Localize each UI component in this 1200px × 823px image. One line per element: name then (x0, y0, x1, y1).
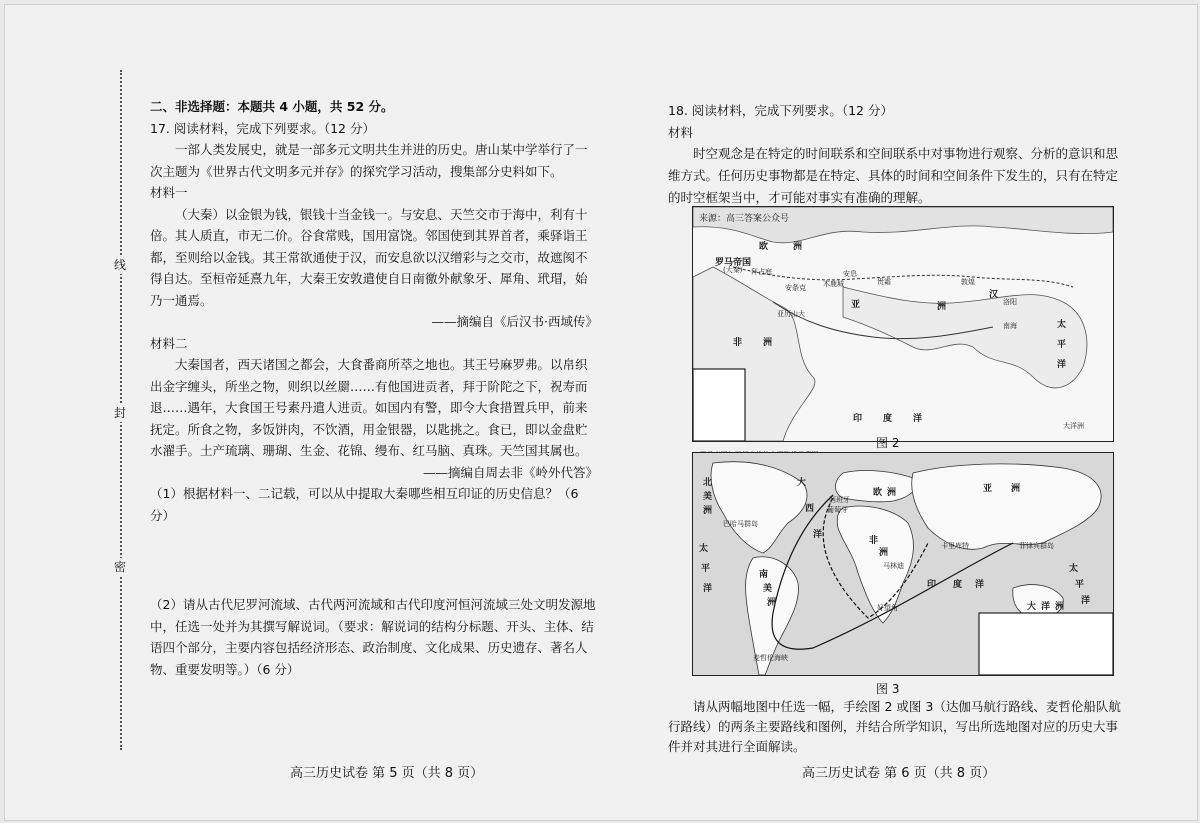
map-1-oceania-label: 大洋洲 (1063, 422, 1084, 430)
map-1-label: (大秦) (723, 266, 743, 274)
map-2-label: 好望角 (877, 604, 898, 612)
binding-char-secret: 密 (114, 560, 127, 574)
map-1-label: 安条克 (785, 284, 806, 292)
map-2-label: 大 (797, 478, 807, 488)
map-2-label: 南 (759, 570, 769, 580)
material-title: 材料 (668, 124, 694, 140)
map-2-label: 马林迪 (883, 562, 904, 570)
material-2-text: 大秦国者，西天诸国之都会，大食番商所萃之地也。其王号麻罗弗。以帛织出金字缠头，所坐之物，则织以丝罽……有他国进贡者，拜于阶陀之下，祝寿而退……遇年，大食国王号素丹遣人进贡。如国内有警，即令大食措置兵甲，前来抚定。所食之物，多饭饼肉，不饮酒，用金银器，以匙挑之。食已，即以金盘贮水濯手。土产琉璃、珊瑚、生金、花锦、缦布、红马脑、真珠。天竺国其属也。 (150, 357, 588, 458)
map-2-label: 美 (763, 584, 773, 594)
map-2-label: 葡萄牙 (827, 506, 848, 514)
map-2-label: 美 (703, 492, 713, 502)
map-1-label: 罗马帝国 (715, 258, 752, 268)
map-2-label: 洋 (703, 584, 713, 594)
map-2-label: 太 (699, 544, 709, 554)
map-2-label: 菲律宾群岛 (1019, 542, 1054, 550)
map-1-label: 印 (853, 414, 863, 424)
right-footer: 高三历史试卷 第 6 页（共 8 页） (802, 766, 996, 781)
map-rome-han-routes (692, 206, 1114, 442)
map-2-label: 洋 (1081, 596, 1091, 606)
map-2-label: 大 (1027, 602, 1037, 612)
map-age-of-discovery (692, 452, 1114, 676)
map-1-watermark: 来源：高三答案公众号 (699, 214, 790, 224)
map-1-label: 平 (1057, 340, 1067, 350)
map-2-label: 度 (953, 580, 963, 590)
map-2-label: 洋 (975, 580, 985, 590)
material-text: 时空观念是在特定的时间联系和空间联系中对事物进行观察、分析的意识和思维方式。任何历史事物都是在特定、具体的时间和空间条件下发生的，只有在特定的时空框架当中，才可能对事实有准确的理解。 (668, 146, 1119, 205)
q17-part-2: （2）请从古代尼罗河流域、古代两河流域和古代印度河恒河流域三处文明发源地中，任选一处并为其撰写解说词。（要求：解说词的结构分标题、开头、主体、结语四个部分，主要内容包括经济形态、政治制度、文化成果、历史遗存、著名人物、重要发明等。）（6 分） (150, 597, 596, 677)
q18-header: 18. 阅读材料，完成下列要求。（12 分） (668, 103, 893, 118)
map-2-label: 洲 (703, 506, 713, 516)
map-1-label: 洛阳 (1003, 298, 1017, 306)
map-1-label: 拜占庭 (751, 268, 772, 276)
map-2-label: 洲 (887, 488, 897, 498)
map-2-label: 欧 (873, 488, 883, 498)
map-1-label: 欧 (759, 242, 769, 252)
q18-instruction-block (668, 697, 1128, 757)
map-1-label: 太 (1057, 320, 1067, 330)
map-2-label: 洲 (1055, 602, 1065, 612)
q17-intro: 一部人类发展史，就是一部多元文明共生并进的历史。唐山某中学举行了一次主题为《世界古代文明多元并存》的探究学习活动，搜集部分史料如下。 (150, 142, 588, 179)
map-2-label: 洲 (879, 548, 889, 558)
map-1-label: 亚 (851, 300, 861, 310)
map-2-label: 麦哲伦海峡 (753, 654, 788, 662)
map-1-label: 洋 (1057, 360, 1067, 370)
map-1-label: 木鹿城 (823, 280, 844, 288)
map-1-label: 敦煌 (961, 278, 975, 286)
map-2-label: 巴哈马群岛 (723, 520, 758, 528)
map-1-label: 南海 (1003, 322, 1017, 330)
map-1-label: 洲 (763, 338, 773, 348)
section-title: 二、非选择题：本题共 4 小题，共 52 分。 (150, 99, 394, 114)
left-footer: 高三历史试卷 第 5 页（共 8 页） (290, 766, 484, 781)
map-1-label: 贵霜 (877, 278, 891, 286)
map-2-label: 平 (1075, 580, 1085, 590)
map-2-label: 洋 (813, 530, 823, 540)
binding-char-line: 线 (114, 258, 127, 272)
map-1-label: 非 (733, 338, 743, 348)
map-2-label: 印 (927, 580, 937, 590)
map-1-label: 洲 (937, 302, 947, 312)
material-1-title: 材料一 (150, 185, 188, 200)
right-page-text (668, 100, 1128, 209)
map-2-label: 非 (869, 536, 879, 546)
material-2-title: 材料二 (150, 335, 188, 351)
map-2-label: 北 (703, 478, 713, 488)
map-2-label: 西班牙 (829, 496, 850, 504)
map-1-label: 洋 (913, 414, 923, 424)
map-2-label: 太 (1069, 564, 1079, 574)
q18-instruction: 请从两幅地图中任选一幅，手绘图 2 或图 3（达伽马航行路线、麦哲伦船队航行路线）的两条主要路线和图例，并结合所学知识，写出所选地图对应的历史大事件并对其进行全面解读。 (668, 699, 1121, 754)
map-1-label: 亚历山大 (777, 310, 805, 318)
map-2-label: 平 (701, 564, 711, 574)
map-1-label: 度 (883, 414, 893, 424)
figure-3-label: 图 3 (876, 682, 900, 696)
map-2-label: 洲 (1011, 484, 1021, 494)
binding-char-seal: 封 (114, 406, 127, 420)
material-1-text: （大秦）以金银为钱，银钱十当金钱一。与安息、天竺交市于海中，利有十倍。其人质直，市无二价。谷食常贱，国用富饶。邻国使到其界首者，乘驿诣王都，至则给以金钱。其王常欲通使于汉，而安息欲以汉缯彩与之交市，故遮阂不得自达。至桓帝延熹九年，大秦王安敦遣使自日南徼外献象牙、犀角、玳瑁，始乃一通焉。 (150, 206, 588, 308)
q17-part-1: （1）根据材料一、二记载，可以从中提取大秦哪些相互印证的历史信息？（6 分） (150, 486, 579, 523)
left-page (150, 96, 598, 680)
map-2-label: 洲 (767, 598, 777, 608)
material-1-source: ——摘编自《后汉书·西域传》 (431, 314, 598, 329)
map-2-label: 西 (805, 504, 815, 514)
q17-header: 17. 阅读材料，完成下列要求。（12 分） (150, 120, 375, 136)
map-2-label: 洋 (1041, 602, 1051, 612)
map-1-drawing (693, 207, 1113, 441)
answer-space-1 (150, 526, 598, 594)
material-2-source: ——摘编自周去非《岭外代答》 (422, 464, 598, 480)
map-1-label: 安息 (843, 270, 857, 278)
map-1-label: 汉 (989, 290, 999, 300)
map-2-label: 卡里库特 (941, 542, 969, 550)
map-2-label: 亚 (983, 484, 993, 494)
figure-2-label: 图 2 (876, 436, 900, 450)
map-1-label: 洲 (793, 242, 803, 252)
